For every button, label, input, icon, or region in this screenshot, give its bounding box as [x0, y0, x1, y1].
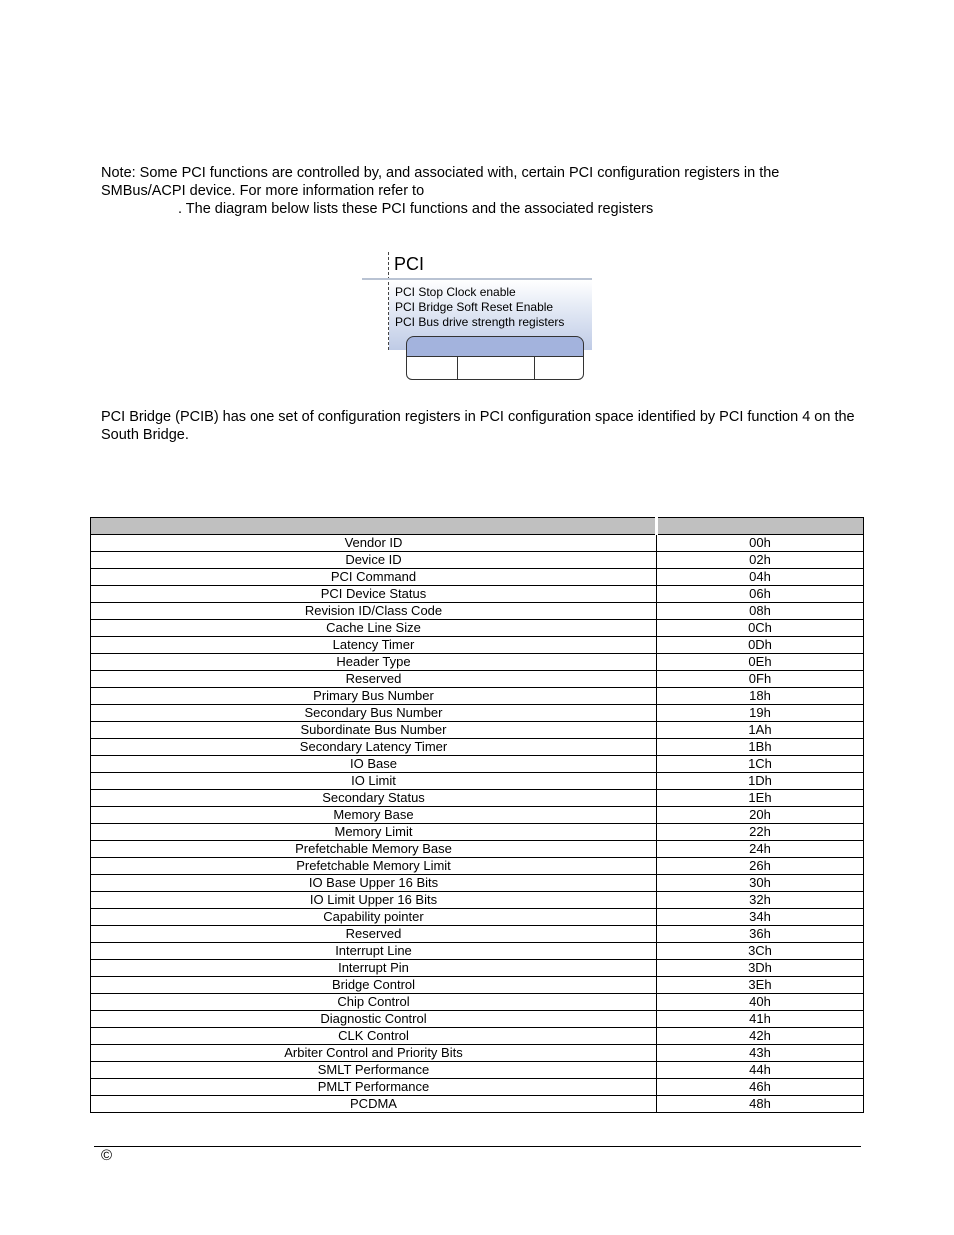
offset-cell: 30h: [657, 875, 864, 892]
diagram-footer-box: [406, 356, 584, 380]
table-row: [91, 586, 864, 603]
offset-cell: 08h: [657, 603, 864, 620]
register-name-cell: Secondary Bus Number: [91, 705, 657, 722]
table-row: [91, 807, 864, 824]
diagram-item: PCI Bus drive strength registers: [395, 315, 565, 329]
header-offset: [657, 518, 864, 535]
offset-cell: 1Bh: [657, 739, 864, 756]
offset-cell: 20h: [657, 807, 864, 824]
table-header-row: [91, 518, 864, 535]
register-table: [90, 517, 864, 1113]
offset-cell: 46h: [657, 1079, 864, 1096]
table-row: [91, 620, 864, 637]
register-name-cell: Latency Timer: [91, 637, 657, 654]
register-name-cell: Reserved: [91, 926, 657, 943]
offset-cell: 40h: [657, 994, 864, 1011]
register-name-cell: Interrupt Pin: [91, 960, 657, 977]
register-name-cell: Secondary Latency Timer: [91, 739, 657, 756]
offset-cell: 00h: [657, 535, 864, 552]
table-row: [91, 535, 864, 552]
offset-cell: 42h: [657, 1028, 864, 1045]
offset-cell: 34h: [657, 909, 864, 926]
offset-cell: 0Eh: [657, 654, 864, 671]
register-name-cell: Memory Base: [91, 807, 657, 824]
table-row: [91, 739, 864, 756]
diagram-title: PCI: [394, 254, 425, 274]
register-name-cell: Capability pointer: [91, 909, 657, 926]
register-name-cell: PCI Command: [91, 569, 657, 586]
register-name-cell: Subordinate Bus Number: [91, 722, 657, 739]
table-row: [91, 790, 864, 807]
table-row: [91, 722, 864, 739]
register-name-cell: SMLT Performance: [91, 1062, 657, 1079]
note-paragraph: [101, 164, 861, 218]
offset-cell: 24h: [657, 841, 864, 858]
register-name-cell: IO Limit: [91, 773, 657, 790]
offset-cell: 04h: [657, 569, 864, 586]
register-name-cell: IO Base Upper 16 Bits: [91, 875, 657, 892]
register-name-cell: Reserved: [91, 671, 657, 688]
offset-cell: 36h: [657, 926, 864, 943]
register-name-cell: Interrupt Line: [91, 943, 657, 960]
table-row: [91, 858, 864, 875]
offset-cell: 1Eh: [657, 790, 864, 807]
diagram-item: PCI Bridge Soft Reset Enable: [395, 300, 554, 314]
register-name-cell: Bridge Control: [91, 977, 657, 994]
table-row: [91, 926, 864, 943]
register-name-cell: PCDMA: [91, 1096, 657, 1113]
diagram-item: PCI Stop Clock enable: [395, 285, 516, 299]
offset-cell: 0Fh: [657, 671, 864, 688]
offset-cell: 0Dh: [657, 637, 864, 654]
offset-cell: 1Ah: [657, 722, 864, 739]
diagram-divider: [457, 357, 458, 379]
table-row: [91, 841, 864, 858]
offset-cell: 18h: [657, 688, 864, 705]
offset-cell: 3Dh: [657, 960, 864, 977]
register-name-cell: IO Base: [91, 756, 657, 773]
table-row: [91, 1045, 864, 1062]
diagram-items: [395, 285, 564, 330]
register-name-cell: PCI Device Status: [91, 586, 657, 603]
register-name-cell: Header Type: [91, 654, 657, 671]
header-register: [91, 518, 657, 535]
register-name-cell: Memory Limit: [91, 824, 657, 841]
register-name-cell: IO Limit Upper 16 Bits: [91, 892, 657, 909]
offset-cell: 02h: [657, 552, 864, 569]
register-name-cell: PMLT Performance: [91, 1079, 657, 1096]
offset-cell: 06h: [657, 586, 864, 603]
register-name-cell: CLK Control: [91, 1028, 657, 1045]
register-name-cell: Cache Line Size: [91, 620, 657, 637]
note-line-2: . The diagram below lists these PCI functions and the associated registers: [178, 201, 654, 217]
table-row: [91, 909, 864, 926]
table-body: [91, 535, 864, 1113]
footer-rule: [94, 1146, 861, 1147]
register-name-cell: Arbiter Control and Priority Bits: [91, 1045, 657, 1062]
pci-diagram: [362, 252, 594, 382]
offset-cell: 32h: [657, 892, 864, 909]
table-row: [91, 1079, 864, 1096]
register-name-cell: Prefetchable Memory Base: [91, 841, 657, 858]
offset-cell: 41h: [657, 1011, 864, 1028]
table-row: [91, 773, 864, 790]
table-row: [91, 552, 864, 569]
note-line-1: Note: Some PCI functions are controlled by, and associated with, certain PCI configuration registers in the SMBus/ACPI device. For more information refer to: [101, 165, 780, 199]
offset-cell: 48h: [657, 1096, 864, 1113]
register-name-cell: Vendor ID: [91, 535, 657, 552]
table-row: [91, 1062, 864, 1079]
table-row: [91, 943, 864, 960]
table-row: [91, 671, 864, 688]
table-row: [91, 688, 864, 705]
offset-cell: 0Ch: [657, 620, 864, 637]
table-row: [91, 756, 864, 773]
offset-cell: 1Ch: [657, 756, 864, 773]
table-row: [91, 1028, 864, 1045]
diagram-divider: [534, 357, 535, 379]
diagram-tab: [406, 336, 584, 356]
offset-cell: 22h: [657, 824, 864, 841]
table-row: [91, 892, 864, 909]
offset-cell: 1Dh: [657, 773, 864, 790]
register-name-cell: Secondary Status: [91, 790, 657, 807]
table-row: [91, 1096, 864, 1113]
table-row: [91, 569, 864, 586]
table-row: [91, 654, 864, 671]
offset-cell: 3Eh: [657, 977, 864, 994]
register-name-cell: Chip Control: [91, 994, 657, 1011]
table-row: [91, 1011, 864, 1028]
offset-cell: 3Ch: [657, 943, 864, 960]
table-row: [91, 875, 864, 892]
register-name-cell: Prefetchable Memory Limit: [91, 858, 657, 875]
offset-cell: 26h: [657, 858, 864, 875]
register-name-cell: Diagnostic Control: [91, 1011, 657, 1028]
table-row: [91, 603, 864, 620]
offset-cell: 19h: [657, 705, 864, 722]
table-row: [91, 994, 864, 1011]
offset-cell: 44h: [657, 1062, 864, 1079]
register-name-cell: Revision ID/Class Code: [91, 603, 657, 620]
table-row: [91, 977, 864, 994]
table-row: [91, 960, 864, 977]
offset-cell: 43h: [657, 1045, 864, 1062]
table-row: [91, 705, 864, 722]
table-row: [91, 824, 864, 841]
register-name-cell: Primary Bus Number: [91, 688, 657, 705]
pcib-description: PCI Bridge (PCIB) has one set of configuration registers in PCI configuration space identified by PCI function 4 on the South Bridge.: [101, 409, 855, 443]
table-row: [91, 637, 864, 654]
register-name-cell: Device ID: [91, 552, 657, 569]
copyright-symbol: ©: [101, 1147, 113, 1164]
